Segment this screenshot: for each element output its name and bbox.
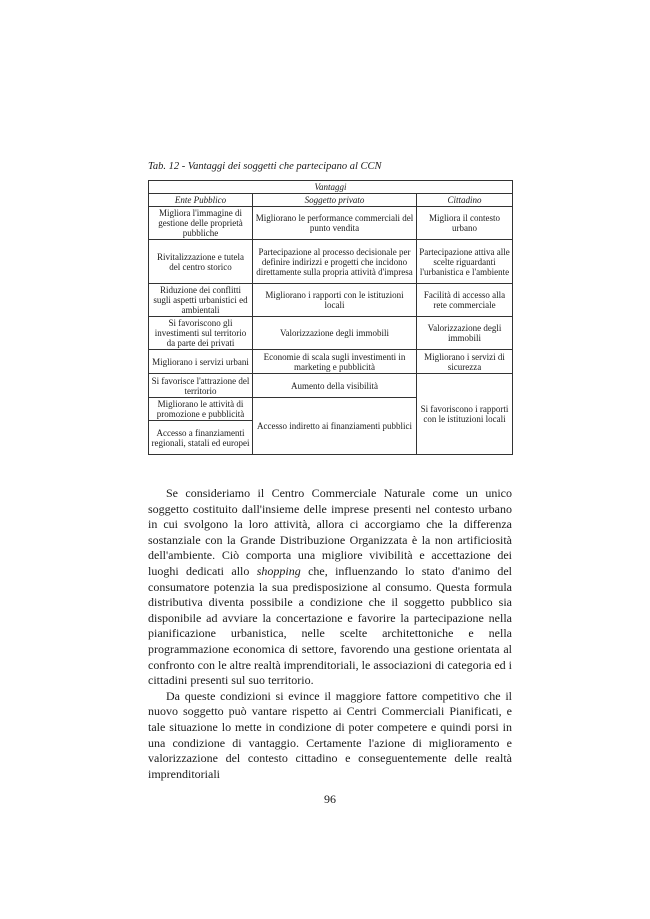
table-cell: Migliorano i servizi di sicurezza: [417, 350, 513, 374]
paragraph: Se consideriamo il Centro Commerciale Naturale come un unico soggetto costituito dall'insieme delle imprese presenti nel contesto urbano in cui svolgono la loro attività, allora ci accorgiamo che la differenza sostanziale con la Grande Distribuzione Organizzata è la non artificiosità dell'ambiente. Ciò comporta una migliore vivibilità e accettazione dei luoghi dedicati allo shopping che, influenzando lo stato d'animo del consumatore potenzia la sua predisposizione al consumo. Questa formula distributiva diventa possibile a condizione che il soggetto pubblico sia disponibile ad avviare la concertazione e favorire la partecipazione nella pianificazione urbanistica, nelle scelte architettoniche e nella programmazione economica di settore, favorendo una gestione orientata al confronto con le altre realtà imprenditoriali, le associazioni di categoria ed i cittadini presenti sul suo territorio.: [148, 486, 512, 688]
table-cell: Si favorisce l'attrazione del territorio: [149, 374, 253, 398]
table-cell: Migliora l'immagine di gestione delle proprietà pubbliche: [149, 207, 253, 240]
table-cell: Accesso a finanziamenti regionali, statali ed europei: [149, 421, 253, 455]
page-number: 96: [324, 792, 336, 806]
table-cell: Migliorano i servizi urbani: [149, 350, 253, 374]
column-header: Cittadino: [417, 194, 513, 207]
table-cell: Riduzione dei conflitti sugli aspetti urbanistici ed ambientali: [149, 284, 253, 317]
table-cell: Si favoriscono gli investimenti sul territorio da parte dei privati: [149, 317, 253, 350]
table-cell: Valorizzazione degli immobili: [253, 317, 417, 350]
table-cell: Migliora il contesto urbano: [417, 207, 513, 240]
body-text: [148, 486, 512, 782]
table-cell: Partecipazione al processo decisionale per definire indirizzi e progetti che incidono direttamente sulla propria attività d'impresa: [253, 240, 417, 284]
table-group-header: Vantaggi: [149, 181, 513, 194]
table-cell: Si favoriscono i rapporti con le istituzioni locali: [417, 374, 513, 455]
column-header: Soggetto privato: [253, 194, 417, 207]
table-cell: Accesso indiretto ai finanziamenti pubblici: [253, 398, 417, 455]
column-header: Ente Pubblico: [149, 194, 253, 207]
table-cell: Migliorano le performance commerciali del punto vendita: [253, 207, 417, 240]
table-caption: Tab. 12 - Vantaggi dei soggetti che partecipano al CCN: [148, 161, 382, 172]
table-cell: Facilità di accesso alla rete commerciale: [417, 284, 513, 317]
table-cell: Aumento della visibilità: [253, 374, 417, 398]
table-cell: Migliorano le attività di promozione e pubblicità: [149, 398, 253, 421]
table-cell: Migliorano i rapporti con le istituzioni locali: [253, 284, 417, 317]
paragraph: Da queste condizioni si evince il maggiore fattore competitivo che il nuovo soggetto può vantare rispetto ai Centri Commerciali Pianificati, e tale situazione lo mette in condizione di poter competere e quindi porsi in una condizione di vantaggio. Certamente l'azione di miglioramento e valorizzazione del contesto cittadino e conseguentemente delle realtà imprenditoriali: [148, 688, 512, 781]
advantages-table: [148, 180, 513, 455]
table-cell: Economie di scala sugli investimenti in marketing e pubblicità: [253, 350, 417, 374]
table-cell: Rivitalizzazione e tutela del centro storico: [149, 240, 253, 284]
table-cell: Valorizzazione degli immobili: [417, 317, 513, 350]
table-cell: Partecipazione attiva alle scelte riguardanti l'urbanistica e l'ambiente: [417, 240, 513, 284]
